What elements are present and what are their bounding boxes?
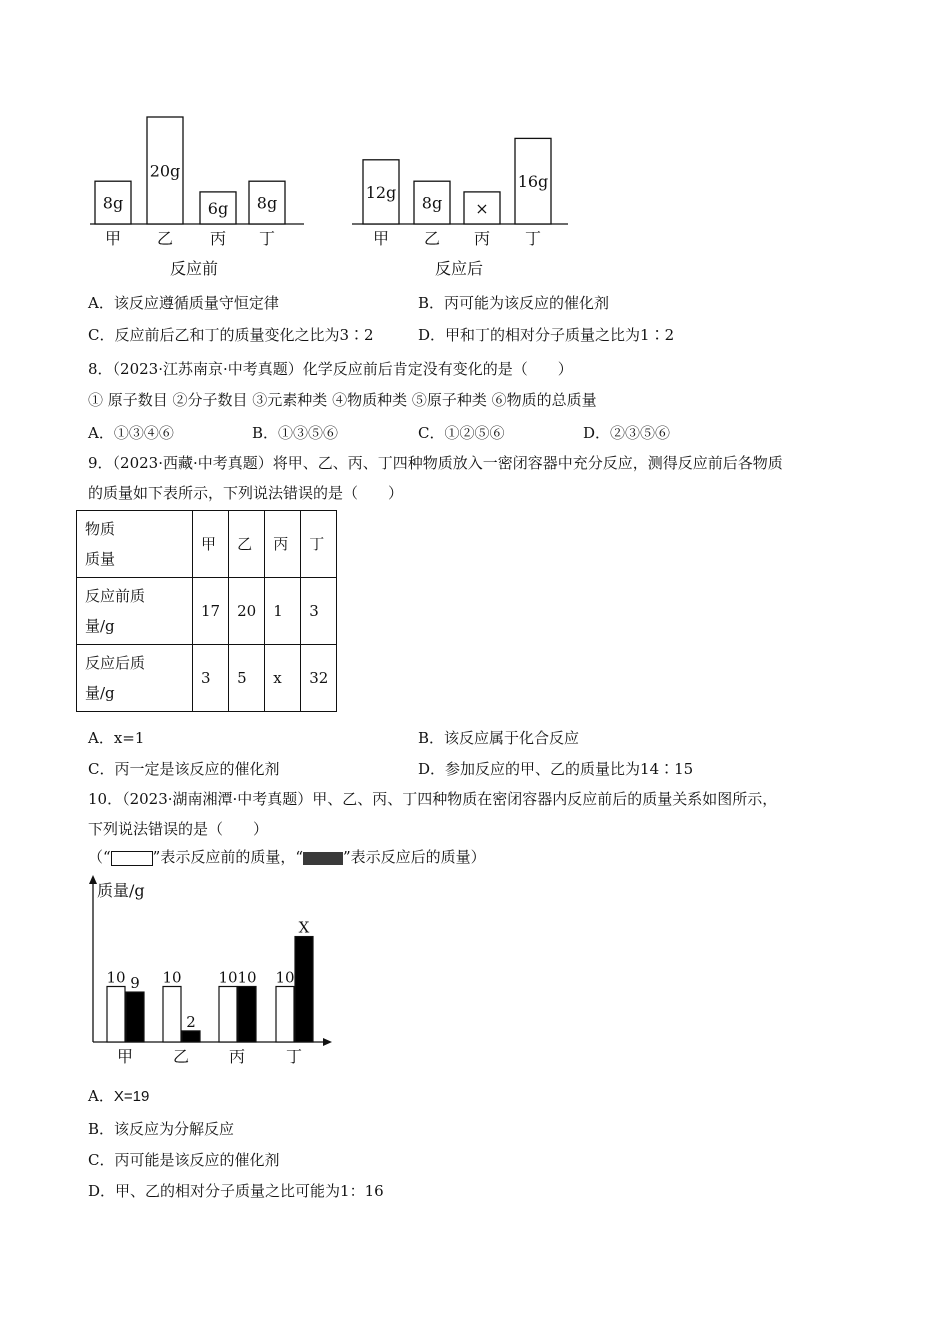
mass-label: 20g [149, 161, 181, 181]
table-row [77, 578, 337, 645]
mass-label: 16g [517, 172, 549, 192]
after-bar [295, 937, 313, 1042]
category-label: 丙 [228, 1047, 246, 1066]
after-value-label: X [298, 918, 310, 937]
table-cell: 20 [229, 578, 265, 645]
category-label: 甲 [116, 1047, 134, 1066]
before-value-label: 10 [106, 968, 126, 987]
after-value-label: 10 [237, 968, 257, 987]
option-a-prefix: A． [88, 1087, 114, 1105]
legend-text-2: ”表示反应前的质量，“ [152, 848, 304, 866]
q9-option-a: A．x=1 [88, 729, 145, 747]
after-swatch [303, 852, 343, 865]
before-value-label: 10 [275, 968, 295, 987]
y-axis-arrow [89, 875, 97, 884]
q9-stem-line2: 的质量如下表所示，下列说法错误的是（ ） [88, 484, 404, 502]
q9-stem-line1: 9．（2023·西藏·中考真题）将甲、乙、丙、丁四种物质放入一密闭容器中充分反应，测得反应前后各物质 [88, 454, 783, 472]
column-header: 乙 [229, 511, 265, 578]
table-row [77, 645, 337, 712]
substance-label: 乙 [423, 229, 441, 248]
panel-caption: 反应后 [434, 259, 484, 278]
category-label: 丁 [285, 1047, 303, 1066]
q7-option-b: B．丙可能为该反应的催化剂 [418, 294, 610, 312]
q8-option-a: A．①③④⑥ [88, 424, 174, 442]
before-panel [90, 117, 304, 278]
mass-label: 6g [207, 198, 229, 218]
mass-label: 8g [256, 193, 278, 213]
option-a-value: X=19 [113, 1088, 150, 1105]
q9-table [76, 510, 337, 712]
after-panel [352, 138, 568, 278]
q8-option-d: D．②③⑤⑥ [583, 424, 671, 442]
legend-text-3: ”表示反应后的质量） [343, 848, 486, 866]
substance-label: 乙 [156, 229, 174, 248]
after-bar [126, 992, 144, 1042]
q10-legend [88, 846, 486, 867]
after-value-label: 2 [186, 1012, 196, 1031]
substance-label: 丙 [209, 229, 227, 248]
q7-option-c: C．反应前后乙和丁的质量变化之比为3∶2 [88, 326, 374, 344]
q9-option-d: D．参加反应的甲、乙的质量比为14∶15 [418, 760, 694, 778]
q9-option-c: C．丙一定是该反应的催化剂 [88, 760, 280, 778]
panel-caption: 反应前 [169, 259, 219, 278]
after-bar [182, 1031, 200, 1042]
before-bar [163, 987, 181, 1043]
column-header: 丙 [265, 511, 301, 578]
after-value-label: 9 [130, 974, 140, 993]
q10-stem-line1: 10．（2023·湖南湘潭·中考真题）甲、乙、丙、丁四种物质在密闭容器内反应前后的质量关系如图所示， [88, 790, 778, 808]
row-label-1: 反应前质 [85, 587, 146, 605]
before-bar [219, 987, 237, 1043]
table-cell: 3 [301, 578, 337, 645]
q10-option-b: B．该反应为分解反应 [88, 1120, 235, 1138]
row-label-2: 量/g [85, 684, 115, 702]
q8-option-c: C．①②⑤⑥ [418, 424, 505, 442]
before-bar [107, 987, 125, 1043]
substance-label: 丁 [524, 229, 542, 248]
substance-label: 丙 [473, 229, 491, 248]
q10-chart [85, 870, 345, 1075]
before-bar [276, 987, 294, 1043]
column-header: 丁 [301, 511, 337, 578]
mass-label: 8g [102, 193, 124, 213]
x-axis-arrow [323, 1038, 332, 1046]
before-value-label: 10 [162, 968, 182, 987]
q8-items: ① 原子数目 ②分子数目 ③元素种类 ④物质种类 ⑤原子种类 ⑥物质的总质量 [88, 391, 597, 409]
column-header: 甲 [193, 511, 229, 578]
substance-label: 甲 [372, 229, 390, 248]
mass-label: 12g [365, 182, 397, 202]
before-swatch [111, 851, 153, 866]
q7-figure [80, 108, 580, 283]
q10-option-a [88, 1085, 149, 1106]
mass-label: 8g [421, 193, 443, 213]
substance-label: 甲 [104, 229, 122, 248]
q10-option-c: C．丙可能是该反应的催化剂 [88, 1151, 280, 1169]
y-axis-label: 质量/g [97, 881, 145, 900]
header-label-2: 质量 [85, 550, 116, 568]
table-cell: x [265, 645, 301, 712]
table-header-row [77, 511, 337, 578]
row-label-1: 反应后质 [85, 654, 146, 672]
before-value-label: 10 [218, 968, 238, 987]
table-cell: 3 [193, 645, 229, 712]
q8-option-b: B．①③⑤⑥ [252, 424, 339, 442]
q7-option-a: A．该反应遵循质量守恒定律 [88, 294, 279, 312]
table-cell: 1 [265, 578, 301, 645]
q8-stem: 8．（2023·江苏南京·中考真题）化学反应前后肯定没有变化的是（ ） [88, 360, 573, 378]
substance-label: 丁 [258, 229, 276, 248]
q10-stem-line2: 下列说法错误的是（ ） [88, 820, 269, 838]
after-bar [238, 987, 256, 1043]
table-cell: 17 [193, 578, 229, 645]
q9-option-b: B．该反应属于化合反应 [418, 729, 580, 747]
category-label: 乙 [172, 1047, 190, 1066]
mass-label: × [475, 198, 489, 218]
q10-option-d: D．甲、乙的相对分子质量之比可能为1：16 [88, 1182, 384, 1200]
legend-text-1: （“ [88, 848, 111, 866]
q7-option-d: D．甲和丁的相对分子质量之比为1∶2 [418, 326, 675, 344]
table-cell: 5 [229, 645, 265, 712]
table-cell: 32 [301, 645, 337, 712]
header-label-1: 物质 [85, 520, 116, 538]
row-label-2: 量/g [85, 617, 115, 635]
